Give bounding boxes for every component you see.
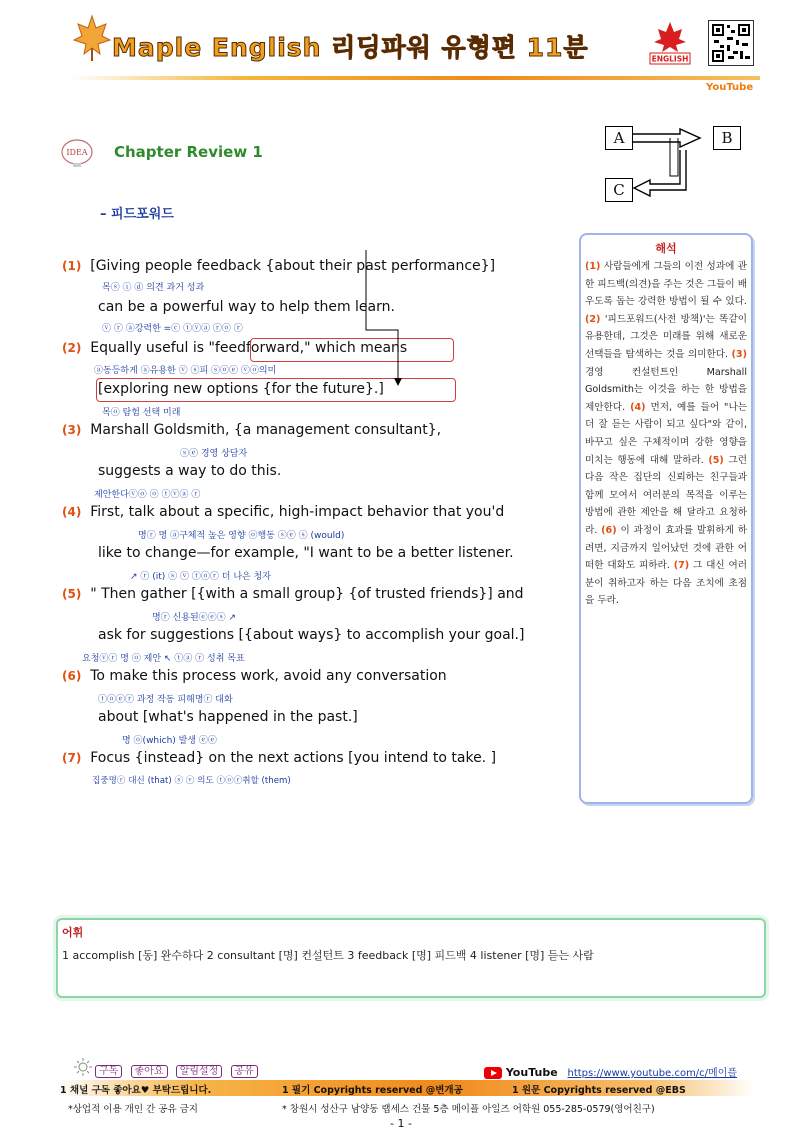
footer-usage-notice: *상업적 이용 개인 간 공유 금지 — [68, 1104, 198, 1115]
sentence-4-number: (4) — [62, 505, 82, 519]
diagram-box-c: C — [605, 178, 633, 202]
sentence-5-gloss-1: 명ⓡ 신용된ⓔⓔⓢ ↗ — [152, 613, 237, 623]
translation-7: 그 대신 여러분이 취하고자 하는 다음 조치에 초점을 두라. — [585, 560, 747, 607]
footer-action-buttons — [95, 1062, 263, 1077]
sentence-2-text-a: Equally useful is "feedforward," which means — [90, 340, 408, 356]
sentence-7-number: (7) — [62, 751, 82, 765]
sentence-2-highlight-box — [250, 338, 454, 362]
diagram-arrows — [630, 126, 720, 204]
translation-6: 이 과정이 효과를 발휘하게 하려면, 지금까지 일어났던 것에 관한 어떠한 대화도 피하라. — [585, 524, 747, 572]
sentence-5-gloss-2: 요청ⓥⓡ 명 ⓞ 제안 ↖ ⓣⓐ ⓡ 성취 목표 — [82, 654, 245, 664]
translation-4-number: (4) — [630, 401, 646, 413]
sentence-1-line-2: can be a powerful way to help them learn. — [98, 299, 395, 315]
like-button[interactable]: 좋아요 — [131, 1065, 168, 1078]
page-number: - 1 - — [390, 1117, 412, 1130]
translation-title: 해석 — [655, 242, 677, 255]
youtube-word: YouTube — [505, 1066, 558, 1079]
translation-2: '피드포워드(사전 방책)'는 똑같이 유용한데, 그것은 미래를 위해 새로운 선택들을 탐색하는 것을 의미한다. — [585, 313, 747, 360]
sentence-7-line-1 — [62, 750, 496, 766]
sentence-6-gloss-2: 명 ⓞ(which) 발생 ⓔⓔ — [122, 736, 217, 746]
sentence-3-line-2: suggests a way to do this. — [98, 463, 282, 479]
sentence-4-gloss-1: 명ⓡ 명 ⓐ구체적 높은 영향 ⓞ행동 ⓢⓔ ⓢ (would) — [138, 531, 345, 541]
sentence-2-line-2: [exploring new options {for the future}.] — [98, 381, 384, 397]
sentence-5-number: (5) — [62, 587, 82, 601]
idea-lightbulb-icon — [60, 138, 94, 168]
sentence-2-gloss-2: 목ⓞ 탐험 선택 미래 — [102, 408, 181, 418]
share-button[interactable]: 공유 — [231, 1065, 258, 1078]
sentence-5-line-1 — [62, 586, 524, 602]
vocabulary-title: 어휘 — [62, 926, 84, 939]
sentence-3-line-1 — [62, 422, 441, 438]
sun-icon — [74, 1058, 92, 1076]
sentence-6-line-1 — [62, 668, 447, 684]
maple-logo-text: ENGLISH — [651, 54, 689, 64]
translation-7-number: (7) — [673, 560, 690, 572]
chapter-title: Chapter Review 1 — [114, 143, 263, 161]
sentence-4-gloss-2: ↗ ⓡ (it) ⓢ ⓥ ⓣⓞⓡ 더 나은 청자 — [130, 572, 271, 582]
translation-4: 먼저, 예를 들어 "나는 더 잘 듣는 사람이 되고 싶다"와 같이, 바꾸고 싶은 구체적이며 강한 영향을 미치는 행동에 대해 말하라. — [585, 401, 747, 466]
youtube-play-icon — [484, 1067, 502, 1079]
sentence-5-line-2: ask for suggestions [{about ways} to accomplish your goal.] — [98, 627, 525, 643]
sentence-1-text-a: [Giving people feedback {about their past performance}] — [90, 258, 496, 274]
footer-copyright-source: 1 원문 Copyrights reserved @EBS — [512, 1085, 686, 1096]
translation-3-number: (3) — [731, 348, 747, 360]
youtube-channel-link[interactable] — [484, 1064, 737, 1079]
idea-label: IDEA — [66, 148, 88, 157]
sentence-2-gloss-1: ⓐ동등하게 ⓐ유용한 ⓥ ⓢ피 ⓢⓞⓔ ⓥⓞ의미 — [94, 366, 277, 376]
sentence-6-gloss-1: ⓣⓞⓔⓡ 과정 작동 피해명ⓡ 대화 — [98, 695, 233, 705]
sentence-7-text-a: Focus {instead} on the next actions [you intend to take. ] — [90, 750, 497, 766]
footer-address: * 창원시 성산구 남양동 랩세스 건물 5층 메이플 아일즈 어학원 055-285-0579(영어친구) — [282, 1104, 655, 1115]
footer-copyright-notes: 1 필기 Copyrights reserved @변개공 — [282, 1085, 463, 1096]
youtube-label: YouTube — [706, 82, 754, 93]
sentence-1-number: (1) — [62, 259, 82, 273]
diagram-box-b: B — [713, 126, 741, 150]
diagram-box-a: A — [605, 126, 633, 150]
vocabulary-text: 1 accomplish [동] 완수하다 2 consultant [명] 컨설턴트 3 feedback [명] 피드백 4 listener [명] 듣는 사람 — [62, 949, 594, 962]
subscribe-button[interactable]: 구독 — [95, 1065, 122, 1078]
sentence-6-number: (6) — [62, 669, 82, 683]
section-subtitle: – 피드포워드 — [100, 207, 174, 222]
translation-5: 그런 다음 작은 집단의 신뢰하는 친구들과 함께 모여서 여러분의 목적을 이루는 방법에 관한 제안을 해 달라고 요청하라. — [585, 454, 747, 536]
sentence-3-text-a: Marshall Goldsmith, {a management consultant}, — [90, 422, 442, 438]
sentence-3-number: (3) — [62, 423, 82, 437]
sentence-1-line-1 — [62, 258, 495, 274]
sentence-5-text-a: " Then gather [{with a small group} {of trusted friends}] and — [90, 586, 524, 602]
translation-6-number: (6) — [601, 524, 617, 536]
maple-english-logo — [640, 20, 700, 66]
sentence-7-gloss-1: 집중명ⓡ 대신 (that) ⓢ ⓥ 의도 ⓣⓞⓡ취할 (them) — [92, 776, 291, 786]
translation-5-number: (5) — [708, 454, 724, 466]
relation-arrow — [360, 250, 410, 390]
sentence-1-gloss-1: 목ⓢ ⓘ ⓓ 의견 과거 성과 — [102, 283, 205, 293]
header-rule — [70, 76, 760, 80]
qr-code-icon[interactable] — [708, 20, 754, 66]
sentence-6-text-a: To make this process work, avoid any conversation — [90, 668, 447, 684]
notification-button[interactable]: 알림설정 — [176, 1065, 223, 1078]
sentence-6-line-2: about [what's happened in the past.] — [98, 709, 358, 725]
sentence-3-gloss-1: ⓢⓔ 경영 상담자 — [180, 449, 248, 459]
translation-text — [585, 258, 747, 610]
footer-note-subscribe: 1 채널 구독 좋아요♥ 부탁드립니다. — [60, 1085, 212, 1096]
translation-2-number: (2) — [585, 313, 601, 325]
youtube-url[interactable]: https://www.youtube.com/c/메이플 — [567, 1068, 738, 1079]
sentence-4-line-2: like to change—for example, "I want to be a better listener. — [98, 545, 514, 561]
maple-leaf-logo-icon — [72, 14, 112, 62]
sentence-1-gloss-2: ⓥ ⓡ ⓐ강력한 =ⓒ ⓣⓥⓐ ⓡⓞ ⓡ — [102, 324, 243, 334]
sentence-4-text-a: First, talk about a specific, high-impact behavior that you'd — [90, 504, 505, 520]
sentence-3-gloss-2: 제안한다ⓥⓞ ⓞ ⓣⓥⓐ ⓡ — [94, 490, 201, 500]
translation-3: 경영 컨설턴트인 Marshall Goldsmith는 이것을 하는 한 방법을 제안한다. — [585, 366, 747, 413]
header-title: Maple English 리딩파워 유형편 11분 — [112, 33, 589, 62]
translation-1-number: (1) — [585, 261, 601, 272]
sentence-4-line-1 — [62, 504, 504, 520]
sentence-2-number: (2) — [62, 341, 82, 355]
translation-1: 사람들에게 그들의 이전 성과에 관한 피드백(의견)을 주는 것은 그들이 배우도록 돕는 강력한 방법이 될 수 있다. — [585, 261, 747, 308]
